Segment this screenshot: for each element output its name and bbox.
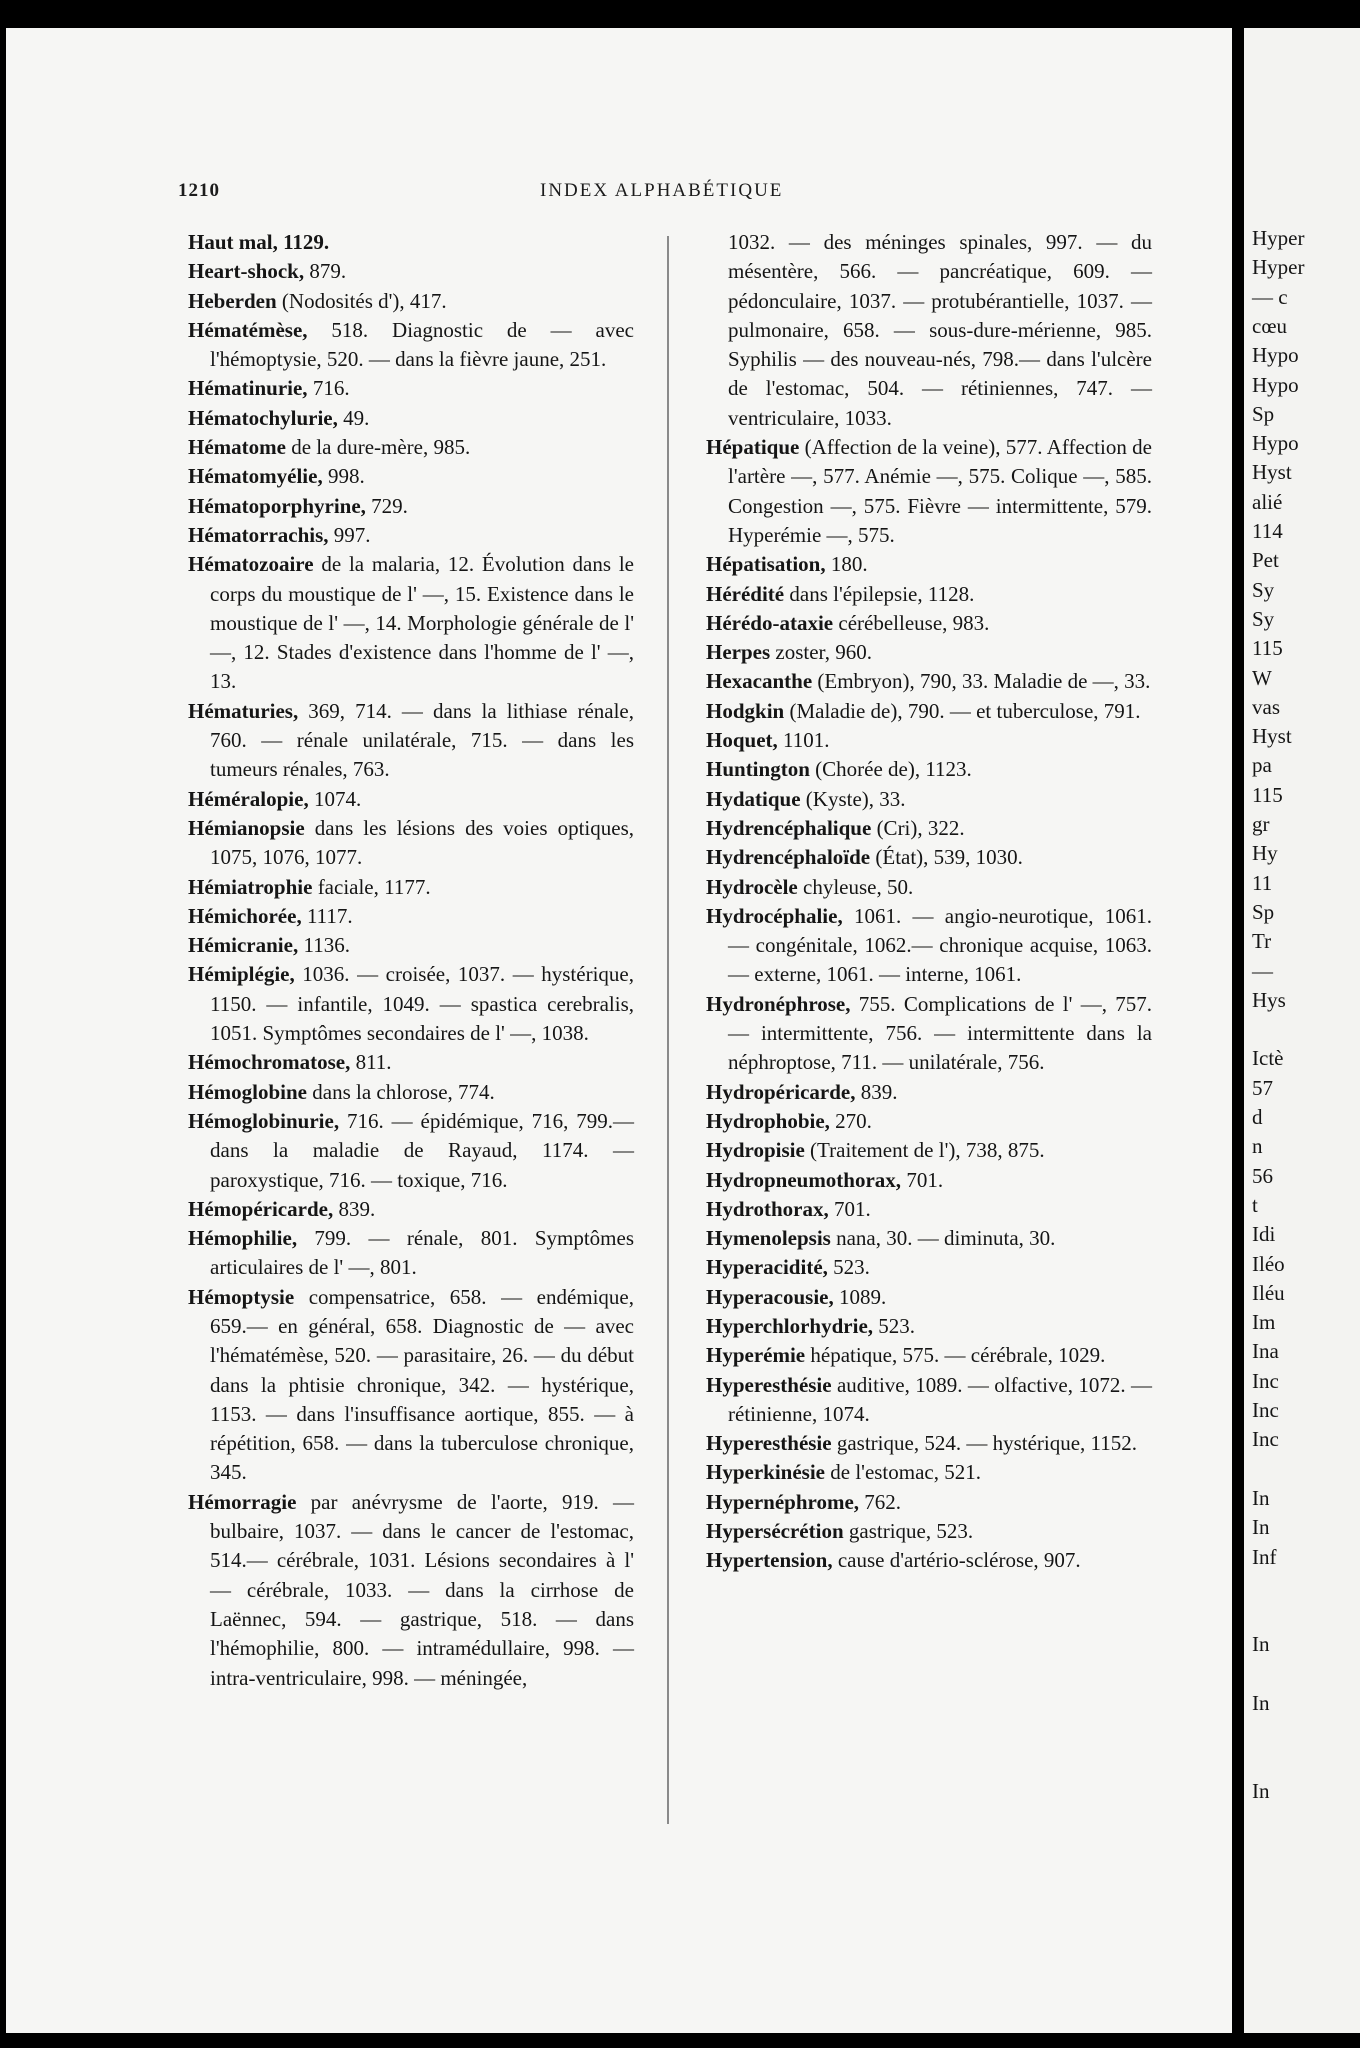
entry-headword: Hémichorée,	[188, 903, 302, 928]
entry-headword: Hexacanthe	[706, 669, 813, 694]
index-entry	[188, 1488, 634, 1693]
entry-references: 1089.	[833, 1284, 887, 1309]
index-entry	[188, 931, 634, 960]
next-page-fragment: 57	[1252, 1075, 1273, 1100]
entry-references: 762.	[859, 1489, 902, 1514]
entry-headword: Hydropisie	[706, 1138, 805, 1163]
entry-references: chyleuse, 50.	[797, 874, 914, 899]
entry-headword: Hépatique	[706, 435, 800, 460]
next-page-fragment: Hy	[1252, 841, 1278, 866]
entry-references: (Cri), 322.	[871, 815, 965, 840]
entry-headword: Hyperkinésie	[706, 1460, 825, 1485]
page-header	[178, 180, 1360, 210]
index-entry	[188, 257, 634, 286]
entry-headword: Hyperesthésie	[706, 1431, 832, 1456]
entry-headword: Hémopéricarde,	[188, 1196, 334, 1221]
entry-references: 1117.	[301, 903, 353, 928]
entry-references: 701.	[828, 1196, 871, 1221]
index-entry	[188, 316, 634, 375]
next-page-fragment: Sy	[1252, 606, 1275, 631]
next-page-fragment: 115	[1252, 636, 1283, 661]
index-entry	[188, 404, 634, 433]
next-page-fragment: Inf	[1252, 1544, 1277, 1569]
next-page-fragment: 56	[1252, 1163, 1273, 1188]
next-page-fragment: Iléo	[1252, 1251, 1285, 1276]
entry-references: 49.	[337, 405, 370, 430]
index-entry	[188, 1048, 634, 1077]
next-page-fragment: Sy	[1252, 577, 1275, 602]
index-entry	[706, 1283, 1152, 1312]
next-page-fragment: d	[1252, 1105, 1263, 1129]
index-entry	[188, 462, 634, 491]
next-page-fragment: In	[1252, 1485, 1270, 1510]
entry-references: (Nodosités d'), 417.	[276, 288, 447, 313]
next-page-fragment: Ina	[1252, 1339, 1279, 1364]
entry-headword: Hydrocéphalie,	[706, 903, 843, 928]
entry-references: de la malaria, 12. Évolution dans le corps du moustique de l' —, 15. Existence dans le moustique de l' —, 14. Morphologie générale de l' —, 12. Stades d'existence dans l'homme de l' —, 13.	[210, 552, 634, 694]
index-entry	[706, 1429, 1152, 1458]
entry-references: gastrique, 524. — hystérique, 1152.	[831, 1431, 1138, 1456]
index-entry	[188, 697, 634, 785]
index-entry	[706, 1517, 1152, 1546]
entry-references: 518. Diagnostic de — avec l'hémoptysie, 520. — dans la fièvre jaune, 251.	[210, 317, 634, 372]
index-entry	[706, 1195, 1152, 1224]
index-entry	[188, 492, 634, 521]
index-entry	[706, 785, 1152, 814]
entry-headword: Hyperacidité,	[706, 1255, 828, 1280]
index-entry	[188, 785, 634, 814]
next-page-fragment: n	[1252, 1134, 1263, 1159]
index-entry	[706, 1078, 1152, 1107]
entry-references: 729.	[365, 493, 408, 518]
index-entry	[706, 1458, 1152, 1487]
entry-references: (État), 539, 1030.	[870, 845, 1023, 870]
entry-headword: Hydrencéphaloïde	[706, 845, 871, 870]
running-title: INDEX ALPHABÉTIQUE	[540, 180, 784, 201]
entry-headword: Hématome	[188, 435, 286, 460]
entry-headword: Hémophilie,	[188, 1226, 298, 1251]
entry-references: 998.	[322, 464, 365, 489]
index-entry	[706, 1546, 1152, 1575]
entry-references: nana, 30. — diminuta, 30.	[830, 1226, 1056, 1251]
entry-references: 839.	[333, 1196, 376, 1221]
index-entry	[706, 814, 1152, 843]
entry-references: 716. — épidémique, 716, 799.— dans la maladie de Rayaud, 1174. — paroxystique, 716. — toxique, 716.	[210, 1108, 634, 1192]
entry-headword: Hémiplégie,	[188, 962, 295, 987]
next-page-fragment: Idi	[1252, 1222, 1276, 1247]
index-entry	[706, 902, 1152, 990]
entry-references: par anévrysme de l'aorte, 919. — bulbaire, 1037. — dans le cancer de l'estomac, 514.— cérébrale, 1031. Lésions secondaires à l' — cérébrale, 1033. — dans la cirrhose de Laënnec, 594. — gastrique, 518. — dans l'hémophilie, 800. — intramédullaire, 998. — intra-ventriculaire, 998. — méningée,	[210, 1489, 634, 1690]
entry-headword: Hypersécrétion	[706, 1519, 844, 1544]
index-entry	[706, 550, 1152, 579]
next-page-fragment: Hypo	[1252, 343, 1299, 368]
entry-headword: Hydrocèle	[706, 874, 798, 899]
next-page-fragment: Iléu	[1252, 1280, 1285, 1305]
index-entry	[706, 228, 1152, 433]
entry-headword: Hymenolepsis	[706, 1226, 831, 1251]
entry-headword: Hématozoaire	[188, 552, 314, 577]
entry-references: 523.	[873, 1313, 916, 1338]
entry-references: 879.	[304, 259, 347, 284]
entry-references: (Kyste), 33.	[800, 786, 906, 811]
index-entry	[706, 1107, 1152, 1136]
next-page-fragment: Inc	[1252, 1427, 1279, 1452]
entry-headword: Hémicranie,	[188, 933, 299, 958]
entry-headword: Hémianopsie	[188, 815, 305, 840]
entry-headword: Hydrophobie,	[706, 1108, 830, 1133]
next-page-fragment: Inc	[1252, 1398, 1279, 1422]
entry-headword: Hydropneumothorax,	[706, 1167, 902, 1192]
entry-references: auditive, 1089. — olfactive, 1072. — rétinienne, 1074.	[728, 1372, 1152, 1426]
index-entry	[188, 521, 634, 550]
entry-references: 997.	[328, 522, 371, 547]
entry-references: dans l'épilepsie, 1128.	[784, 581, 975, 606]
next-page-fragment: Inc	[1252, 1368, 1279, 1393]
index-entry	[188, 228, 634, 257]
index-entry	[706, 697, 1152, 726]
index-entry	[706, 638, 1152, 667]
entry-headword: Hydropéricarde,	[706, 1079, 856, 1104]
entry-headword: Haut mal, 1129.	[188, 230, 330, 254]
entry-headword: Hodgkin	[706, 698, 785, 723]
next-page-fragment: pa	[1252, 753, 1272, 778]
entry-headword: Hyperchlorhydrie,	[706, 1313, 874, 1338]
entry-headword: Hémoptysie	[188, 1284, 295, 1309]
index-entry	[706, 1312, 1152, 1341]
entry-references: gastrique, 523.	[843, 1519, 974, 1544]
entry-references: (Embryon), 790, 33. Maladie de —, 33.	[812, 669, 1151, 694]
index-entry	[706, 580, 1152, 609]
entry-references: 839.	[855, 1079, 898, 1104]
entry-references: 180.	[825, 552, 868, 577]
entry-references: cause d'artério-sclérose, 907.	[832, 1548, 1081, 1573]
entry-references: de la dure-mère, 985.	[285, 435, 471, 460]
next-page-fragment: 114	[1252, 519, 1283, 543]
next-page-fragment: In	[1252, 1778, 1270, 1803]
page-number: 1210	[178, 180, 220, 201]
entry-references: hépatique, 575. — cérébrale, 1029.	[805, 1343, 1106, 1368]
right-column	[706, 228, 1152, 1576]
entry-headword: Hémorragie	[188, 1489, 297, 1514]
index-entry	[706, 1253, 1152, 1282]
next-page-fragment: 115	[1252, 782, 1283, 807]
entry-headword: Hématoporphyrine,	[188, 493, 366, 518]
left-column	[188, 228, 634, 1693]
entry-references: dans la chlorose, 774.	[307, 1079, 495, 1104]
entry-headword: Hémoglobine	[188, 1079, 307, 1104]
entry-headword: Hypertension,	[706, 1548, 833, 1573]
index-entry	[706, 1166, 1152, 1195]
next-page-fragment: cœu	[1252, 313, 1287, 338]
index-entry	[188, 1107, 634, 1195]
next-page-fragment: vas	[1252, 694, 1280, 719]
entry-headword: Hématorrachis,	[188, 522, 329, 547]
index-entry	[188, 1224, 634, 1283]
entry-headword: Hémochromatose,	[188, 1050, 351, 1075]
entry-references: 369, 714. — dans la lithiase rénale, 760. — rénale unilatérale, 715. — dans les tumeurs rénales, 763.	[210, 698, 634, 782]
index-entry	[706, 433, 1152, 550]
entry-references: 1074.	[308, 786, 362, 811]
index-entry	[706, 1224, 1152, 1253]
entry-references: (Chorée de), 1123.	[809, 757, 972, 782]
entry-headword: Hérédo-ataxie	[706, 610, 834, 635]
entry-references: compensatrice, 658. — endémique, 659.— en général, 658. Diagnostic de — avec l'hématémèse, 520. — parasitaire, 26. — du début dans la phtisie chronique, 342. — hystérique, 1153. — dans l'insuffisance aortique, 855. — à répétition, 658. — dans la tuberculose chronique, 345.	[210, 1284, 634, 1485]
entry-headword: Hyperacousie,	[706, 1284, 834, 1309]
entry-references: de l'estomac, 521.	[825, 1460, 981, 1485]
next-page-fragment: Hys	[1252, 987, 1286, 1012]
entry-headword: Hyperémie	[706, 1343, 806, 1368]
entry-headword: Hématémèse,	[188, 317, 308, 342]
entry-references: dans les lésions des voies optiques, 1075, 1076, 1077.	[210, 815, 634, 870]
entry-headword: Hydatique	[706, 786, 801, 811]
index-entry	[706, 1488, 1152, 1517]
entry-references: 755. Complications de l' —, 757. — intermittente, 756. — intermittente dans la néphroptose, 711. — unilatérale, 756.	[728, 991, 1152, 1075]
entry-references: 701.	[901, 1167, 944, 1192]
entry-headword: Hémoglobinurie,	[188, 1108, 340, 1133]
entry-references: 716.	[307, 376, 350, 401]
next-page-fragment: Hyper	[1252, 226, 1305, 250]
next-page-fragment: — c	[1252, 284, 1288, 309]
index-entry	[188, 873, 634, 902]
next-page-fragment: Hypo	[1252, 431, 1299, 456]
index-entry	[706, 726, 1152, 755]
entry-headword: Hoquet,	[706, 728, 778, 753]
entry-headword: Huntington	[706, 757, 810, 782]
entry-headword: Hypernéphrome,	[706, 1489, 860, 1514]
next-page-fragment: In	[1252, 1632, 1270, 1657]
entry-headword: Hydronéphrose,	[706, 991, 851, 1016]
next-page-fragment: Hyst	[1252, 724, 1292, 749]
index-entry	[188, 1078, 634, 1107]
entry-references: 1136.	[298, 933, 350, 958]
entry-headword: Heart-shock,	[188, 259, 305, 284]
entry-headword: Hématuries,	[188, 698, 299, 723]
next-page-fragment: In	[1252, 1515, 1270, 1540]
entry-references: 1101.	[777, 728, 830, 753]
entry-headword: Hématomyélie,	[188, 464, 323, 489]
next-page-fragment: Hyst	[1252, 460, 1292, 485]
index-entry	[188, 902, 634, 931]
index-entry	[188, 1283, 634, 1488]
entry-headword: Hydrencéphalique	[706, 815, 872, 840]
entry-references: 1036. — croisée, 1037. — hystérique, 1150. — infantile, 1049. — spastica cerebralis, 1051. Symptômes secondaires de l' —, 1038.	[210, 962, 634, 1046]
entry-references: zoster, 960.	[770, 640, 872, 665]
entry-references: 1061. — angio-neurotique, 1061. — congénitale, 1062.— chronique acquise, 1063. — externe, 1061. — interne, 1061.	[728, 903, 1152, 987]
entry-headword: Herpes	[706, 640, 771, 665]
next-page-edge	[1244, 28, 1360, 2033]
entry-headword: Hématinurie,	[188, 376, 308, 401]
index-entry	[706, 1136, 1152, 1165]
index-entry	[188, 287, 634, 316]
entry-headword: Héméralopie,	[188, 786, 309, 811]
next-page-fragment: Im	[1252, 1310, 1276, 1335]
index-entry	[706, 873, 1152, 902]
index-entry	[188, 960, 634, 1048]
entry-references: 523.	[827, 1255, 870, 1280]
index-entry	[706, 609, 1152, 638]
next-page-fragment: In	[1252, 1691, 1270, 1715]
entry-headword: Heberden	[188, 288, 277, 313]
index-entry	[706, 755, 1152, 784]
entry-references: 1032. — des méninges spinales, 997. — du mésentère, 566. — pancréatique, 609. — pédonculaire, 1037. — protubérantielle, 1037. — pulmonaire, 658. — sous-dure-mérienne, 985. Syphilis — des nouveau-nés, 798.— dans l'ulcère de l'estomac, 504. — rétiniennes, 747. — ventriculaire, 1033.	[728, 230, 1152, 430]
entry-references: faciale, 1177.	[312, 874, 431, 899]
next-page-fragment: W	[1252, 665, 1272, 690]
index-entry	[706, 1341, 1152, 1370]
next-page-fragment: Ictè	[1252, 1046, 1284, 1071]
next-page-fragment: alié	[1252, 489, 1283, 514]
next-page-fragment: Pet	[1252, 548, 1279, 573]
index-entry	[188, 433, 634, 462]
entry-headword: Hérédité	[706, 581, 785, 606]
entry-references: (Maladie de), 790. — et tuberculose, 791.	[784, 698, 1141, 723]
column-divider	[667, 236, 669, 1824]
entry-headword: Hématochylurie,	[188, 405, 338, 430]
index-entry	[706, 990, 1152, 1078]
index-entry	[188, 1195, 634, 1224]
entry-references: 811.	[350, 1050, 392, 1075]
entry-references: cérébelleuse, 983.	[833, 610, 990, 635]
next-page-fragment: Tr	[1252, 929, 1272, 954]
next-page-fragment: Sp	[1252, 401, 1275, 426]
entry-references: (Traitement de l'), 738, 875.	[804, 1138, 1045, 1163]
next-page-fragment: —	[1252, 958, 1273, 983]
index-entry	[706, 843, 1152, 872]
next-page-fragment: Hypo	[1252, 372, 1299, 397]
index-entry	[188, 814, 634, 873]
entry-references: 270.	[829, 1108, 872, 1133]
entry-headword: Hépatisation,	[706, 552, 826, 577]
index-entry	[188, 374, 634, 403]
entry-references: 799. — rénale, 801. Symptômes articulaires de l' —, 801.	[210, 1226, 634, 1280]
next-page-fragment: t	[1252, 1192, 1258, 1217]
index-entry	[188, 550, 634, 696]
entry-headword: Hyperesthésie	[706, 1372, 832, 1397]
next-page-fragment: gr	[1252, 812, 1270, 836]
entry-references: (Affection de la veine), 577. Affection de l'artère —, 577. Anémie —, 575. Colique —, 585. Congestion —, 575. Fièvre — intermittente, 579. Hyperémie —, 575.	[728, 435, 1152, 547]
index-entry	[706, 667, 1152, 696]
index-entry	[706, 1371, 1152, 1430]
entry-headword: Hémiatrophie	[188, 874, 313, 899]
entry-headword: Hydrothorax,	[706, 1196, 829, 1221]
next-page-fragment: 11	[1252, 870, 1273, 895]
next-page-fragment: Sp	[1252, 899, 1275, 924]
next-page-fragment: Hyper	[1252, 255, 1305, 280]
